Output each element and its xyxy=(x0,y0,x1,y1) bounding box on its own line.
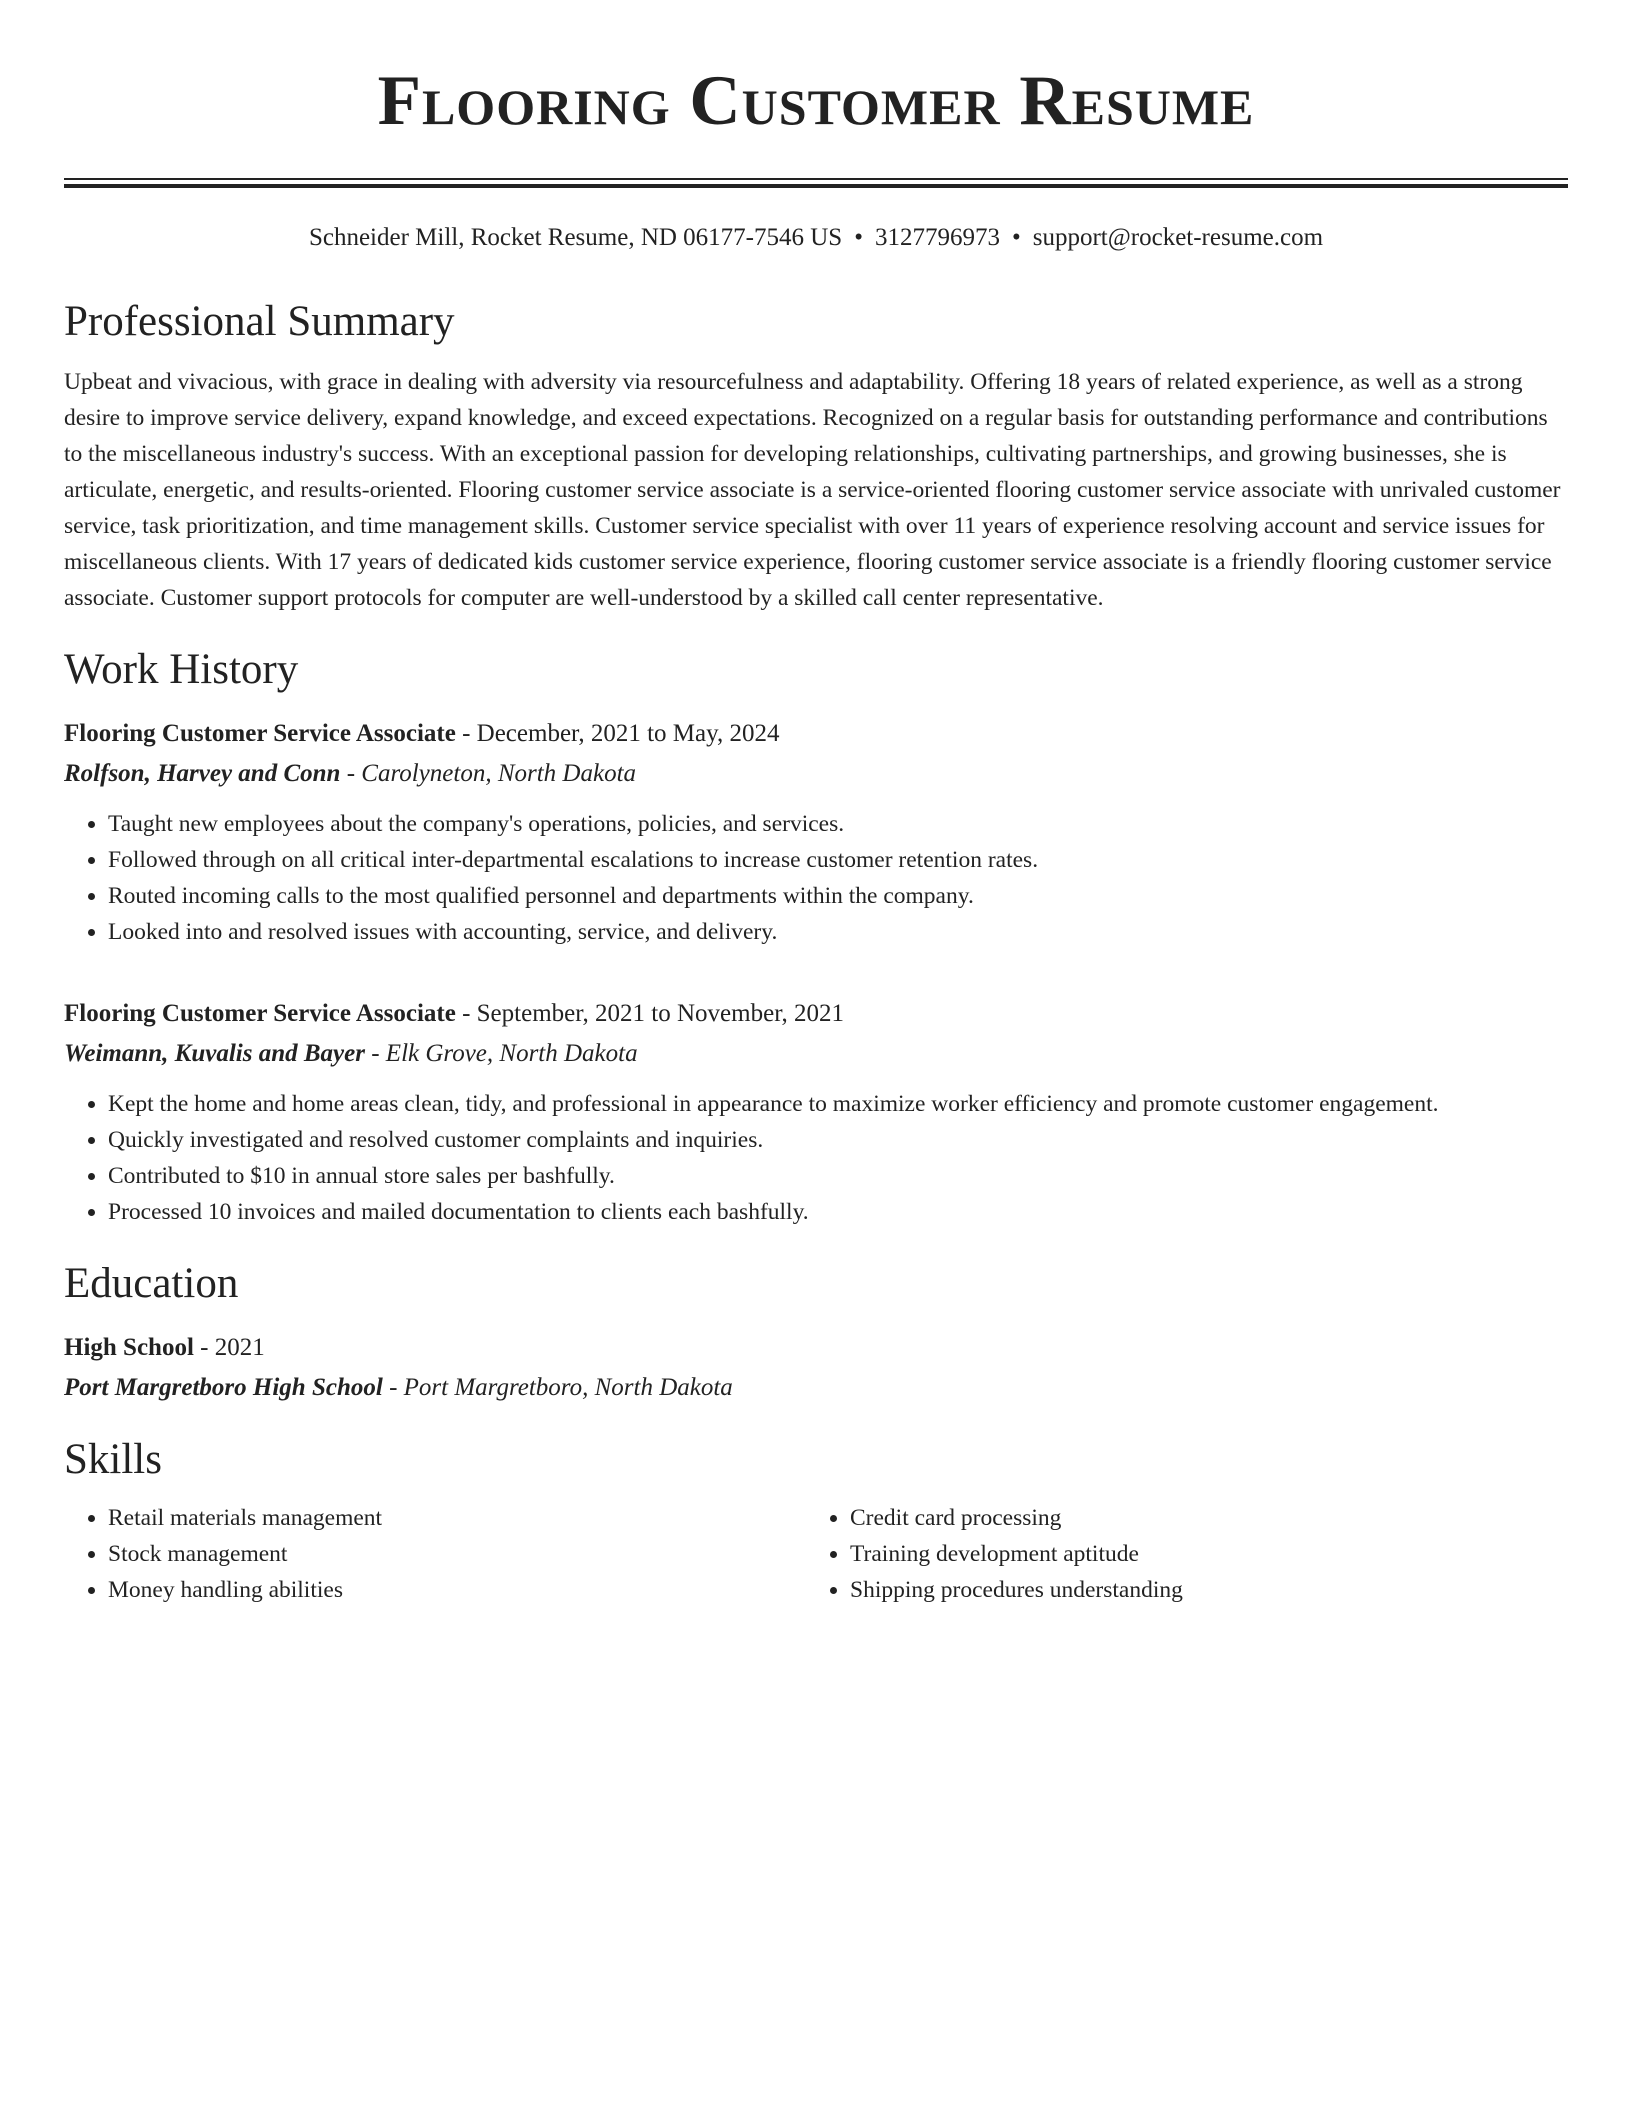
education-degree-line xyxy=(64,1330,1568,1366)
job-bullet: • Followed through on all critical inter-departmental escalations to increase customer retention rates. xyxy=(108,842,1568,878)
contact-separator: • xyxy=(1011,224,1021,251)
contact-line xyxy=(64,222,1568,254)
skill-item: • Stock management xyxy=(108,1536,806,1572)
job-bullet-list xyxy=(64,1086,1568,1230)
section-heading-summary: Professional Summary xyxy=(64,298,455,345)
job-bullet: • Routed incoming calls to the most qualified personnel and departments within the company. xyxy=(108,878,1568,914)
skills-grid xyxy=(64,1500,1568,1608)
education-school: Port Margretboro High School xyxy=(64,1374,383,1401)
skills-column-right xyxy=(806,1500,1548,1608)
job-bullet: • Processed 10 invoices and mailed documentation to clients each bashfully. xyxy=(108,1194,1568,1230)
section-heading-work-history: Work History xyxy=(64,646,299,693)
job-company: Rolfson, Harvey and Conn xyxy=(64,760,341,787)
job-title-line xyxy=(64,996,1568,1032)
job-location: - Elk Grove, North Dakota xyxy=(364,1040,638,1067)
summary-paragraph: Upbeat and vivacious, with grace in dealing with adversity via resourcefulness and adaptability. Offering 18 years of related experience, as well as a strong desire to improve service delivery, expand knowledge, and exceed expectations. Recognized on a regular basis for outstanding performance and contributions to the miscellaneous industry's success. With an exceptional passion for developing relationships, cultivating partnerships, and growing businesses, she is articulate, energetic, and results-oriented. Flooring customer service associate is a service-oriented flooring customer service associate with unrivaled customer service, task prioritization, and time management skills. Customer service specialist with over 11 years of experience resolving account and service issues for miscellaneous clients. With 17 years of dedicated kids customer service experience, flooring customer service associate is a friendly flooring customer service associate. Customer support protocols for computer are well-understood by a skilled call center representative. xyxy=(64,369,1561,611)
job-bullet: • Taught new employees about the company's operations, policies, and services. xyxy=(108,806,1568,842)
job-company: Weimann, Kuvalis and Bayer xyxy=(64,1040,365,1067)
education-year: - 2021 xyxy=(193,1334,265,1361)
job-entry xyxy=(64,716,1568,950)
skill-item: • Credit card processing xyxy=(850,1500,1548,1536)
job-bullet: • Contributed to $10 in annual store sales per bashfully. xyxy=(108,1158,1568,1194)
contact-phone: 3127796973 xyxy=(874,224,1000,251)
education-entry xyxy=(64,1330,1568,1406)
education-degree: High School xyxy=(64,1334,194,1361)
job-company-line xyxy=(64,756,1568,792)
skill-item: • Money handling abilities xyxy=(108,1572,806,1608)
job-dates: - September, 2021 to November, 2021 xyxy=(455,1000,845,1027)
contact-address: Schneider Mill, Rocket Resume, ND 06177-7546 US xyxy=(308,224,843,251)
job-bullet-list xyxy=(64,806,1568,950)
job-location: - Carolyneton, North Dakota xyxy=(340,760,637,787)
job-bullet: • Quickly investigated and resolved customer complaints and inquiries. xyxy=(108,1122,1568,1158)
education-school-line xyxy=(64,1370,1568,1406)
skill-item: • Retail materials management xyxy=(108,1500,806,1536)
title-divider xyxy=(64,178,1568,188)
job-bullet: • Kept the home and home areas clean, tidy, and professional in appearance to maximize worker efficiency and promote customer engagement. xyxy=(108,1086,1568,1122)
contact-email: support@rocket-resume.com xyxy=(1032,224,1324,251)
job-role: Flooring Customer Service Associate xyxy=(64,720,456,747)
resume-title: Flooring Customer Resume xyxy=(377,62,1255,140)
skill-item: • Training development aptitude xyxy=(850,1536,1548,1572)
job-entry xyxy=(64,996,1568,1230)
section-heading-skills: Skills xyxy=(64,1436,162,1483)
job-title-line xyxy=(64,716,1568,752)
contact-separator: • xyxy=(854,224,863,251)
section-heading-education: Education xyxy=(64,1260,239,1307)
education-location: - Port Margretboro, North Dakota xyxy=(382,1374,733,1401)
skill-item: • Shipping procedures understanding xyxy=(850,1572,1548,1608)
job-role: Flooring Customer Service Associate xyxy=(64,1000,456,1027)
job-company-line xyxy=(64,1036,1568,1072)
job-bullet: • Looked into and resolved issues with accounting, service, and delivery. xyxy=(108,914,1568,950)
job-dates: - December, 2021 to May, 2024 xyxy=(455,720,780,747)
skills-column-left xyxy=(64,1500,806,1608)
